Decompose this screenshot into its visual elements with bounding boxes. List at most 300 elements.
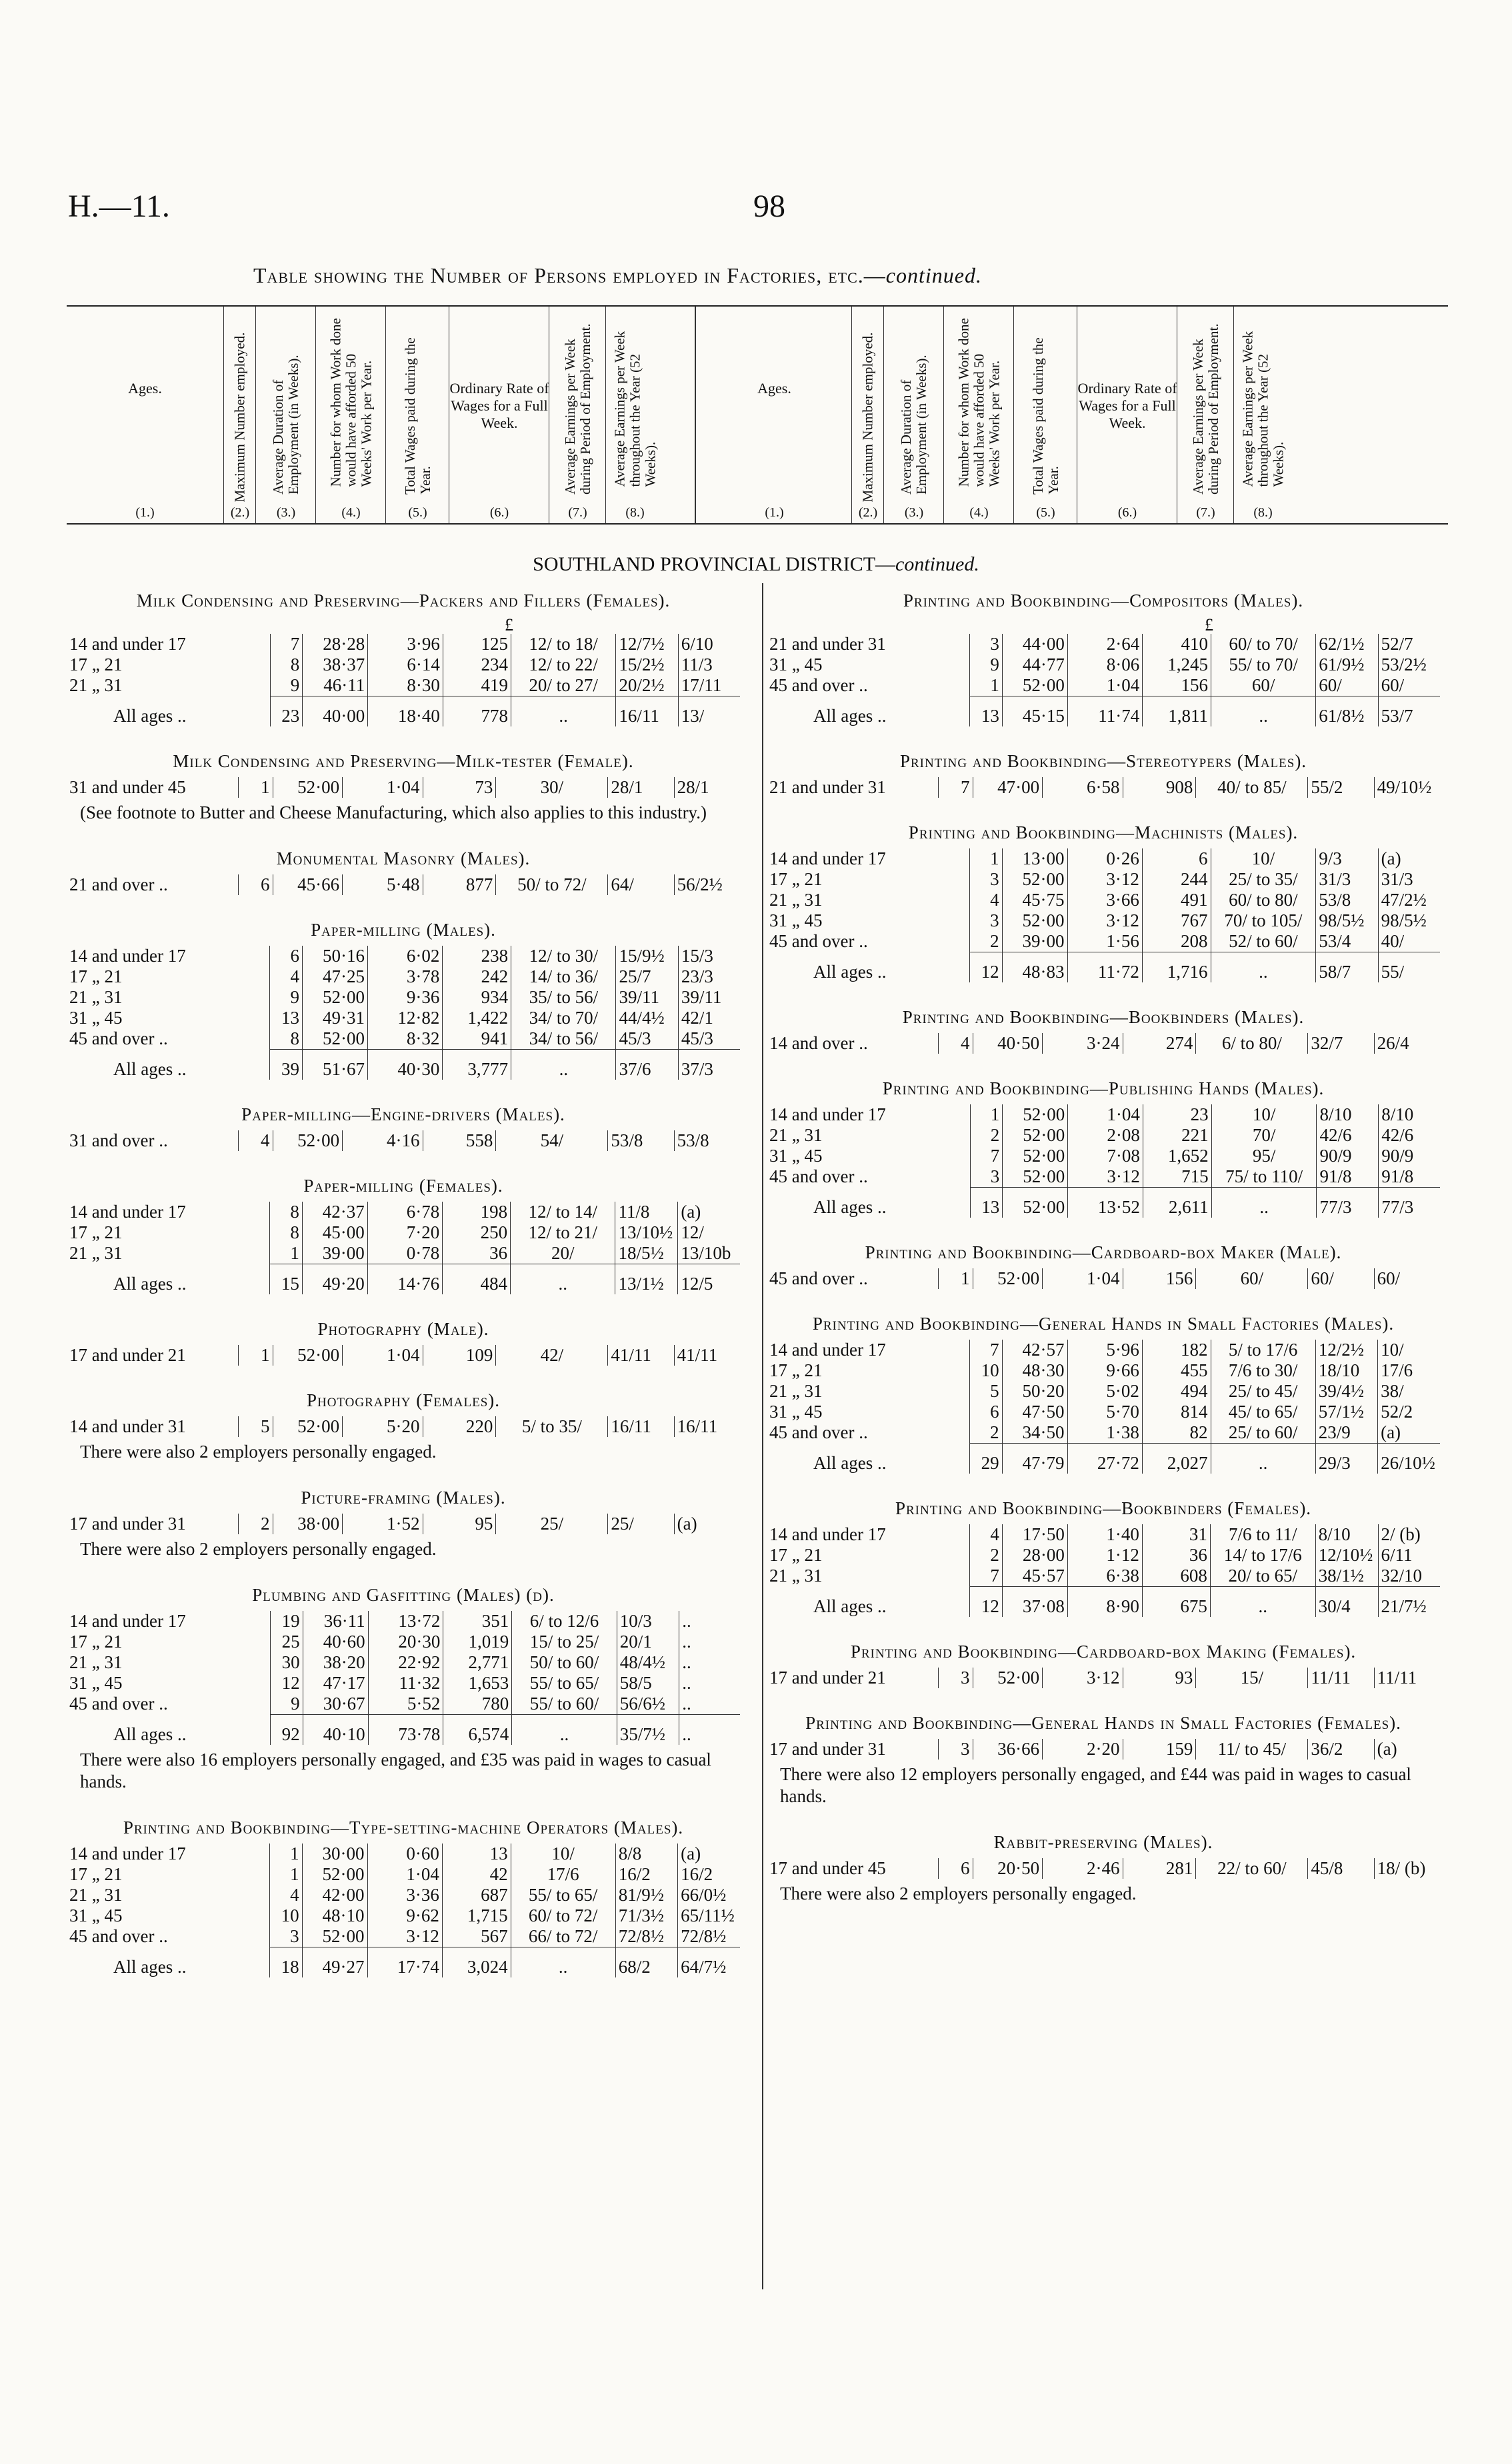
section-table <box>67 874 740 895</box>
table-cell: 1,422 <box>443 1008 511 1028</box>
table-cell: 44·00 <box>1002 634 1067 654</box>
table-cell: 21 and over .. <box>69 874 168 894</box>
table-cell: 6 <box>238 874 273 895</box>
total-row <box>767 952 1440 983</box>
table-cell: 38/1½ <box>1315 1566 1378 1587</box>
total-row <box>767 1444 1440 1474</box>
table-row <box>67 1632 740 1652</box>
table-cell: 1 <box>270 1243 303 1264</box>
table-row <box>67 1844 740 1864</box>
table-cell: 28/1 <box>608 777 674 798</box>
table-cell: 3·36 <box>367 1885 442 1905</box>
table-cell: 42·37 <box>302 1202 367 1222</box>
table-cell: 16/11 <box>674 1416 740 1437</box>
table-cell: 7/6 to 11/ <box>1210 1524 1315 1545</box>
table-row <box>67 777 740 798</box>
table-cell: 64/7½ <box>678 1947 740 1978</box>
table-cell: All ages .. <box>813 961 887 982</box>
table-cell: 60/ <box>1374 1268 1440 1289</box>
table-cell: 15/ <box>1196 1668 1308 1688</box>
table-cell: 3 <box>970 910 1002 931</box>
table-cell: 21 and under 31 <box>769 634 886 654</box>
table-cell: 52·00 <box>1002 869 1067 890</box>
table-cell: 14 and under 17 <box>769 1524 886 1544</box>
table-cell: 48·10 <box>302 1905 367 1926</box>
table-cell: 3 <box>270 1926 302 1947</box>
table-cell: 14 and under 17 <box>769 1104 886 1124</box>
table-cell: 12/ to 30/ <box>511 946 616 966</box>
table-cell: 16/11 <box>608 1416 674 1437</box>
table-cell: 25/ <box>496 1514 608 1534</box>
table-row <box>767 848 1440 869</box>
table-cell: 5 <box>238 1416 273 1437</box>
table-cell: 3·12 <box>1067 869 1142 890</box>
column-head-max <box>223 307 256 523</box>
table-cell: 3,024 <box>442 1947 511 1978</box>
table-cell: 18/5½ <box>615 1243 678 1264</box>
table-cell: 72/8½ <box>678 1926 740 1947</box>
table-cell: 1·12 <box>1067 1545 1142 1566</box>
section-title: Milk Condensing and Preserving—Milk-tester (Female). <box>173 751 634 771</box>
table-cell: (a) <box>1374 1739 1440 1760</box>
table-cell: .. <box>679 1673 740 1694</box>
table-cell: 11·72 <box>1067 952 1142 983</box>
section-title: Paper-milling (Males). <box>311 920 496 940</box>
table-cell: 7·20 <box>367 1222 442 1243</box>
table-row <box>67 1345 740 1366</box>
table-cell: 45·15 <box>1002 696 1067 727</box>
table-cell: 3,777 <box>443 1050 511 1080</box>
table-cell: 11/11 <box>1374 1668 1440 1688</box>
table-cell: 12/2½ <box>1315 1340 1377 1360</box>
table-cell: 60/ <box>1308 1268 1374 1289</box>
table-cell: .. <box>512 1715 617 1746</box>
table-row <box>67 1008 740 1028</box>
table-row <box>767 1360 1440 1381</box>
table-cell: 93 <box>1123 1668 1196 1688</box>
table-cell: 17/11 <box>678 675 740 696</box>
table-cell: 1·56 <box>1067 931 1142 952</box>
table-cell: 20·30 <box>368 1632 443 1652</box>
table-cell: 66/ to 72/ <box>511 1926 615 1947</box>
table-cell: 0·60 <box>367 1844 442 1864</box>
table-cell: 2·64 <box>1067 634 1142 654</box>
table-cell: 58/5 <box>617 1673 679 1694</box>
table-cell: 6/10 <box>678 634 740 654</box>
table-cell: 6 <box>970 1402 1002 1422</box>
table-cell: 57/1½ <box>1315 1402 1377 1422</box>
table-cell: 0·26 <box>1067 848 1142 869</box>
table-cell: 47·17 <box>303 1673 368 1694</box>
table-cell: 42/ <box>496 1345 608 1366</box>
table-cell: 55/ to 60/ <box>512 1694 617 1715</box>
table-row <box>67 1864 740 1885</box>
table-cell: 17 „ 21 <box>69 1632 123 1652</box>
table-cell: 1 <box>238 1345 273 1366</box>
table-cell: 5·96 <box>1067 1340 1142 1360</box>
table-cell: 14 and under 17 <box>769 1340 886 1360</box>
table-cell: 53/8 <box>674 1130 740 1151</box>
table-cell: .. <box>1211 1188 1317 1218</box>
table-cell: 55/ to 65/ <box>512 1673 617 1694</box>
section-note: There were also 2 employers personally engaged. <box>780 1883 1137 1903</box>
table-cell: 48·83 <box>1002 952 1067 983</box>
section-title: Printing and Bookbinding—Bookbinders (Females). <box>895 1498 1312 1518</box>
table-row <box>67 987 740 1008</box>
column-head-label: Number for whom Work done would have afforded 50 Weeks' Work per Year. <box>327 318 374 487</box>
table-cell: (a) <box>678 1202 740 1222</box>
section-title: Printing and Bookbinding—Machinists (Males). <box>908 822 1299 842</box>
table-cell: 1·04 <box>343 1345 423 1366</box>
table-cell: 66/0½ <box>678 1885 740 1905</box>
table-cell: 44·77 <box>1002 654 1067 675</box>
table-cell: 14 and under 31 <box>69 1416 186 1436</box>
section-title: Printing and Bookbinding—General Hands in Small Factories (Males). <box>812 1314 1395 1334</box>
table-cell: 77/3 <box>1379 1188 1440 1218</box>
table-cell: .. <box>1211 1444 1315 1474</box>
left-column <box>67 583 740 1977</box>
table-cell: 5·70 <box>1067 1402 1142 1422</box>
section-table <box>67 1202 740 1294</box>
table-cell: 45·75 <box>1002 890 1067 910</box>
table-cell: 198 <box>443 1202 511 1222</box>
table-cell: All ages .. <box>113 1956 187 1977</box>
table-cell: 20/ to 27/ <box>511 675 615 696</box>
table-cell: 75/ to 110/ <box>1211 1166 1317 1188</box>
table-cell: 1·52 <box>343 1514 423 1534</box>
table-cell: 38·00 <box>273 1514 343 1534</box>
table-cell: 8·90 <box>1067 1587 1142 1618</box>
table-cell: 50/ to 72/ <box>496 874 608 895</box>
table-cell: 56/6½ <box>617 1694 679 1715</box>
table-cell: 47·79 <box>1002 1444 1067 1474</box>
table-cell: 4 <box>970 1524 1003 1545</box>
section-title: Printing and Bookbinding—Bookbinders (Males). <box>902 1007 1305 1027</box>
table-cell: 47·25 <box>302 966 367 987</box>
column-head-dur <box>255 307 316 523</box>
table-cell: 70/ to 105/ <box>1211 910 1316 931</box>
table-cell: 25/7 <box>616 966 678 987</box>
table-cell: 30/ <box>496 777 608 798</box>
table-cell: 47/2½ <box>1378 890 1440 910</box>
table-row <box>67 1028 740 1050</box>
table-cell: 17 and under 21 <box>769 1668 886 1688</box>
section-title: Printing and Bookbinding—Compositors (Males). <box>903 591 1304 611</box>
table-row <box>767 1566 1440 1587</box>
table-cell: 31 „ 45 <box>69 1008 123 1028</box>
table-cell: 31 „ 45 <box>769 910 823 930</box>
table-cell: 5·20 <box>343 1416 423 1437</box>
table-cell: 13/ <box>678 696 740 727</box>
table-cell: 52·00 <box>1003 1104 1068 1125</box>
table-cell: 35/7½ <box>617 1715 679 1746</box>
table-cell: 13/1½ <box>615 1264 678 1295</box>
table-cell: 45/3 <box>678 1028 740 1050</box>
table-cell: 61/8½ <box>1316 696 1378 727</box>
table-cell: 13·72 <box>368 1611 443 1632</box>
table-cell: 31 „ 45 <box>769 1146 823 1166</box>
table-cell: 45·00 <box>302 1222 367 1243</box>
section-table <box>67 1345 740 1366</box>
table-cell: 5·52 <box>368 1694 443 1715</box>
table-cell: 17 and under 31 <box>69 1514 186 1534</box>
table-cell: 8/8 <box>615 1844 677 1864</box>
table-cell: 687 <box>442 1885 511 1905</box>
table-cell: 5/ to 17/6 <box>1211 1340 1315 1360</box>
section-title: Printing and Bookbinding—General Hands in Small Factories (Females). <box>805 1713 1401 1733</box>
section-table <box>767 848 1440 982</box>
table-cell: 4·16 <box>343 1130 423 1151</box>
table-cell: 28·28 <box>303 634 368 654</box>
column-number: (3.) <box>904 505 924 520</box>
table-row <box>767 869 1440 890</box>
table-cell: (a) <box>1378 1422 1440 1444</box>
table-cell: 8/10 <box>1379 1104 1440 1125</box>
table-cell: 55/2 <box>1308 777 1374 798</box>
table-cell: 2,771 <box>443 1652 512 1673</box>
table-cell: 13 <box>270 1008 303 1028</box>
table-cell: 491 <box>1142 890 1211 910</box>
table-cell: 52·00 <box>302 1028 367 1050</box>
table-cell: 2·20 <box>1043 1739 1123 1760</box>
table-cell: 2 <box>970 1422 1002 1444</box>
table-cell: 419 <box>443 675 511 696</box>
table-cell: 68/2 <box>615 1947 677 1978</box>
column-head-label: Total Wages paid during the Year. <box>1029 337 1061 495</box>
table-cell: 17 „ 21 <box>69 1222 123 1242</box>
table-cell: 6 <box>1142 848 1211 869</box>
table-cell: 55/ <box>1378 952 1440 983</box>
section-note: There were also 2 employers personally engaged. <box>80 1539 437 1559</box>
table-row <box>67 1673 740 1694</box>
right-column <box>767 583 1440 1905</box>
table-cell: 36 <box>443 1243 511 1264</box>
table-cell: 1 <box>970 675 1003 696</box>
table-cell: 1,019 <box>443 1632 512 1652</box>
section-table <box>67 1844 740 1977</box>
table-cell: 15/ to 25/ <box>512 1632 617 1652</box>
table-cell: 9/3 <box>1316 848 1378 869</box>
table-cell: 18·40 <box>368 696 443 727</box>
table-cell: (a) <box>678 1844 740 1864</box>
table-cell: 941 <box>443 1028 511 1050</box>
table-cell: 8·06 <box>1067 654 1142 675</box>
table-cell: 82 <box>1142 1422 1211 1444</box>
table-cell: 274 <box>1123 1033 1196 1054</box>
table-row <box>767 910 1440 931</box>
table-row <box>767 1146 1440 1166</box>
table-cell: 45 and over .. <box>769 1166 868 1187</box>
table-cell: 20·50 <box>973 1858 1043 1879</box>
table-cell: 17·50 <box>1002 1524 1067 1545</box>
table-cell: 60/ <box>1196 1268 1308 1289</box>
table-cell: 2,027 <box>1142 1444 1211 1474</box>
table-row <box>67 966 740 987</box>
table-cell: 23 <box>270 696 303 727</box>
table-cell: 1·04 <box>1067 675 1142 696</box>
table-cell: 2/ (b) <box>1378 1524 1440 1545</box>
table-cell: .. <box>511 1050 616 1080</box>
table-cell: 351 <box>443 1611 512 1632</box>
table-cell: 48·30 <box>1002 1360 1067 1381</box>
table-cell: 14/ to 36/ <box>511 966 616 987</box>
table-row <box>767 1545 1440 1566</box>
table-cell: 40·50 <box>973 1033 1043 1054</box>
table-cell: 2,611 <box>1143 1188 1211 1218</box>
table-cell: 6 <box>270 946 303 966</box>
total-row <box>67 1264 740 1295</box>
table-cell: 16/2 <box>615 1864 677 1885</box>
table-cell: 8·32 <box>367 1028 442 1050</box>
section-title: Picture-framing (Males). <box>301 1488 506 1508</box>
table-cell: 45·66 <box>273 874 343 895</box>
table-cell: 20/ <box>511 1243 615 1264</box>
table-row <box>67 634 740 654</box>
table-cell: 91/8 <box>1317 1166 1379 1188</box>
table-row <box>67 1885 740 1905</box>
table-cell: 8·30 <box>368 675 443 696</box>
column-number: (8.) <box>1253 505 1273 520</box>
table-cell: 40·10 <box>303 1715 368 1746</box>
table-cell: 15/2½ <box>616 654 678 675</box>
table-cell: 1 <box>238 777 273 798</box>
table-cell: 35/ to 56/ <box>511 987 616 1008</box>
table-row <box>767 1402 1440 1422</box>
table-cell: 52·00 <box>1003 1125 1068 1146</box>
table-cell: 45 and over .. <box>69 1694 168 1714</box>
table-cell: 6·02 <box>367 946 442 966</box>
column-divider <box>762 583 763 2289</box>
column-head-label: Maximum Number employed. <box>231 332 248 503</box>
table-cell: 20/2½ <box>616 675 678 696</box>
column-number: (1.) <box>765 505 784 520</box>
column-head-label: Number for whom Work done would have afforded 50 Weeks' Work per Year. <box>955 318 1002 487</box>
column-head-label: Average Earnings per Week during Period of Employment. <box>1189 323 1221 495</box>
section-table <box>67 946 740 1080</box>
table-cell: 46·11 <box>303 675 368 696</box>
table-cell: 13·00 <box>1002 848 1067 869</box>
table-cell: 25/ to 35/ <box>1211 869 1316 890</box>
table-cell: (a) <box>1378 848 1440 869</box>
column-number: (2.) <box>230 505 250 520</box>
table-cell: 4 <box>238 1130 273 1151</box>
table-cell: All ages .. <box>813 1596 887 1616</box>
table-cell: 45 and over .. <box>769 1422 868 1443</box>
table-cell: 48/4½ <box>617 1652 679 1673</box>
table-cell: 12/ to 18/ <box>511 634 615 654</box>
column-number: (7.) <box>1196 505 1215 520</box>
table-cell: 98/5½ <box>1316 910 1378 931</box>
table-cell: 47·50 <box>1002 1402 1067 1422</box>
total-row <box>67 1715 740 1746</box>
table-cell: 17·74 <box>367 1947 442 1978</box>
table-cell: 1,652 <box>1143 1146 1211 1166</box>
column-number: (5.) <box>1036 505 1055 520</box>
table-cell: 81/9½ <box>615 1885 677 1905</box>
table-cell: 3·12 <box>1067 910 1142 931</box>
table-cell: 49·27 <box>302 1947 367 1978</box>
table-cell: 125 <box>443 634 511 654</box>
table-cell: 12/ to 14/ <box>511 1202 615 1222</box>
table-cell: 53/8 <box>1316 890 1378 910</box>
table-cell: 40·00 <box>303 696 368 727</box>
table-cell: 934 <box>443 987 511 1008</box>
table-cell: 9 <box>270 675 303 696</box>
table-cell: 6 <box>938 1858 973 1879</box>
table-cell: 3 <box>970 869 1002 890</box>
table-cell: 45 and over .. <box>769 1268 868 1288</box>
column-head-wages <box>1013 307 1077 523</box>
section-table <box>767 777 1440 798</box>
table-cell: 14/ to 17/6 <box>1210 1545 1315 1566</box>
table-row <box>767 1858 1440 1879</box>
table-cell: 16/2 <box>678 1864 740 1885</box>
table-cell: 28/1 <box>674 777 740 798</box>
table-cell: .. <box>679 1694 740 1715</box>
table-cell: 45/3 <box>616 1028 678 1050</box>
table-cell: 1 <box>970 1104 1003 1125</box>
table-cell: 73 <box>423 777 496 798</box>
table-cell: 30 <box>270 1652 303 1673</box>
table-cell: 1,653 <box>443 1673 512 1694</box>
table-cell: 77/3 <box>1317 1188 1379 1218</box>
table-cell: 25 <box>270 1632 303 1652</box>
total-row <box>67 696 740 727</box>
column-head-ages <box>695 307 853 523</box>
column-head-label: Ordinary Rate of Wages for a Full Week. <box>449 380 549 431</box>
table-cell: 52/7 <box>1378 634 1440 654</box>
column-head-label: Average Duration of Employment (in Weeks). <box>270 355 301 495</box>
table-cell: 45 and over .. <box>69 1926 168 1947</box>
table-cell: 71/3½ <box>615 1905 677 1926</box>
table-cell: 1,245 <box>1143 654 1211 675</box>
table-cell: 5·48 <box>343 874 423 895</box>
column-number: (4.) <box>341 505 361 520</box>
table-cell: All ages .. <box>113 1273 187 1294</box>
table-cell: 42/6 <box>1379 1125 1440 1146</box>
table-cell: 11/8 <box>615 1202 678 1222</box>
table-row <box>67 1130 740 1151</box>
table-cell: 780 <box>443 1694 512 1715</box>
table-cell: 49/10½ <box>1374 777 1440 798</box>
table-cell: 54/ <box>496 1130 608 1151</box>
table-cell: 13 <box>970 696 1003 727</box>
table-cell: 21 „ 31 <box>769 1381 823 1401</box>
table-cell: 244 <box>1142 869 1211 890</box>
table-cell: 10/3 <box>617 1611 679 1632</box>
column-number: (5.) <box>408 505 427 520</box>
table-cell: 21/7½ <box>1378 1587 1440 1618</box>
column-number: (6.) <box>489 505 509 520</box>
table-cell: 9·66 <box>1067 1360 1142 1381</box>
column-number: (4.) <box>969 505 989 520</box>
table-cell: 31 and over .. <box>69 1130 168 1150</box>
table-cell: 40·60 <box>303 1632 368 1652</box>
table-cell: 36·11 <box>303 1611 368 1632</box>
table-cell: All ages .. <box>113 1724 187 1744</box>
table-cell: 22·92 <box>368 1652 443 1673</box>
table-cell: 23 <box>1143 1104 1211 1125</box>
table-cell: 60/ to 72/ <box>511 1905 615 1926</box>
table-cell: 30·67 <box>303 1694 368 1715</box>
table-cell: 37·08 <box>1002 1587 1067 1618</box>
table-cell: 675 <box>1142 1587 1210 1618</box>
table-row <box>67 654 740 675</box>
currency-unit: £ <box>505 615 513 634</box>
table-cell: 8/10 <box>1317 1104 1379 1125</box>
table-cell: 21 „ 31 <box>69 1885 123 1905</box>
table-row <box>67 1611 740 1632</box>
